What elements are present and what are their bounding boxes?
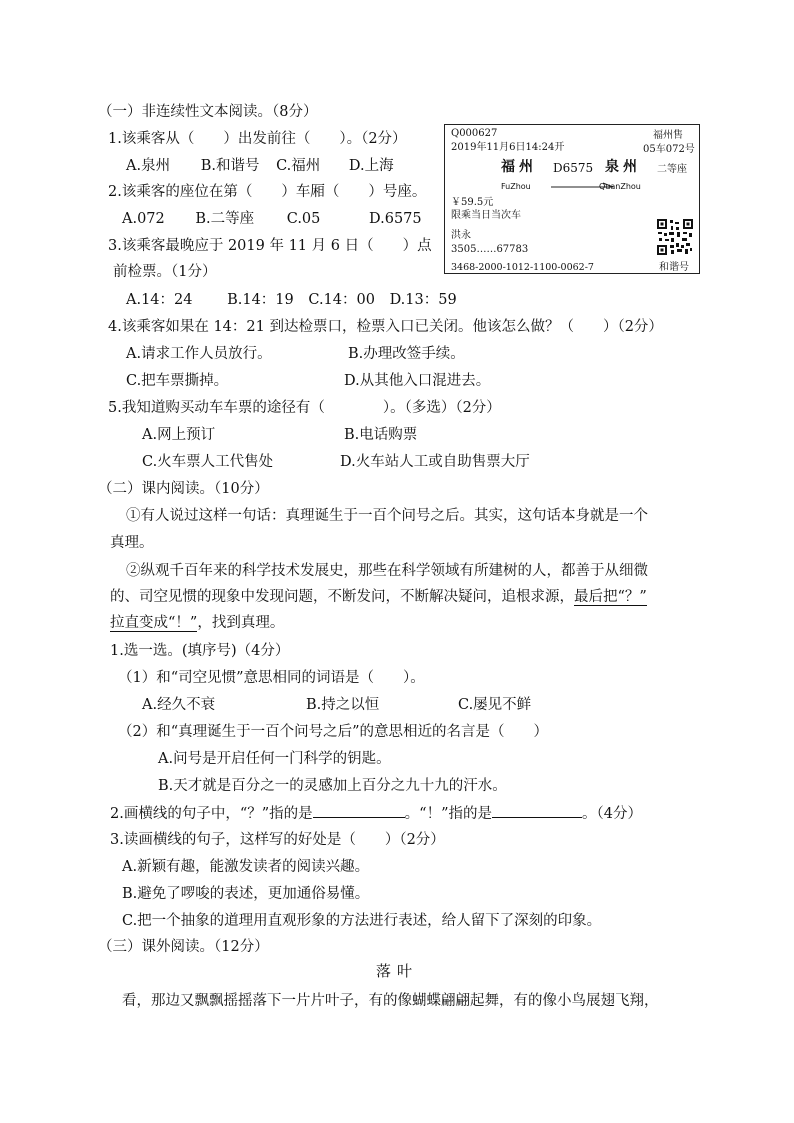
ticket-station-sold: 福州售 [653, 130, 683, 141]
article-para1: 看，那边又飘飘摇摇落下一片片叶子，有的像蝴蝶翩翩起舞，有的像小鸟展翅飞翔， [122, 993, 659, 1009]
ticket-to-pinyin: QuanZhou [599, 182, 641, 191]
q4-option-c[interactable]: C.把车票撕掉。 [126, 373, 229, 389]
ticket-price: ￥59.5元 [451, 197, 494, 208]
q3-option-c[interactable]: C.14：00 [308, 292, 375, 308]
q5-stem: 5.我知道购买动车车票的途径有（ ）。（多选）（2分） [108, 400, 501, 416]
answer-blank-question-mark[interactable] [313, 803, 405, 818]
ticket-from-pinyin: FuZhou [501, 182, 531, 191]
q2-option-a[interactable]: A.072 [122, 211, 165, 227]
q4-option-a[interactable]: A.请求工作人员放行。 [126, 346, 272, 362]
ticket-train: D6575 [553, 161, 594, 175]
s2-q2-part1: 2.画横线的句子中，“？”指的是 [110, 806, 313, 822]
q2-option-d[interactable]: D.6575 [369, 211, 422, 227]
q1-stem: 1.该乘客从（ ）出发前往（ ）。（2分） [108, 131, 407, 147]
q5-option-d[interactable]: D.火车站人工或自助售票大厅 [340, 454, 530, 470]
ticket-from: 福州 [501, 159, 537, 175]
underlined-sentence-part1: 最后把“？” [574, 589, 647, 605]
q1-option-d[interactable]: D.上海 [348, 158, 394, 174]
s2-q1-1-option-a[interactable]: A.经久不衰 [142, 697, 216, 713]
passage-para2-line3 [110, 613, 284, 633]
train-ticket [444, 124, 700, 274]
ticket-seat-class: 二等座 [657, 164, 687, 175]
q3-option-b[interactable]: B.14：19 [227, 292, 294, 308]
q2-option-c[interactable]: C.05 [286, 211, 321, 227]
ticket-note: 限乘当日当次车 [451, 210, 521, 221]
passage-para1-line2: 真理。 [110, 535, 154, 551]
ticket-barcode-number: 3468-2000-1012-1100-0062-7 [451, 262, 594, 273]
s2-q3-option-a[interactable]: A.新颖有趣，能激发读者的阅读兴趣。 [122, 859, 370, 875]
q5-option-a[interactable]: A.网上预订 [142, 427, 216, 443]
q2-option-b[interactable]: B.二等座 [195, 211, 255, 227]
q3-option-a[interactable]: A.14：24 [126, 292, 193, 308]
passage-para2-line2 [110, 587, 647, 607]
q4-stem: 4.该乘客如果在 14：21 到达检票口，检票入口已关闭。他该怎么做？（ ）（2分） [108, 319, 663, 335]
q3-stem-line1: 3.该乘客最晚应于 2019 年 11 月 6 日（ ）点 [108, 238, 432, 254]
article-title: 落叶 [375, 962, 418, 980]
ticket-brand: 和谐号 [659, 262, 689, 273]
passage-para1-line1: ①有人说过这样一句话：真理诞生于一百个问号之后。其实，这句话本身就是一个 [126, 508, 648, 524]
s2-q2-part2: 。“！”指的是 [404, 806, 492, 822]
s2-q1-2-stem: （2）和“真理诞生于一百个问号之后”的意思相近的名言是（ ） [118, 724, 549, 740]
q3-option-d[interactable]: D.13：59 [389, 292, 457, 308]
q1-option-b[interactable]: B.和谐号 [200, 158, 260, 174]
s2-q1-1-option-c[interactable]: C.屡见不鲜 [458, 697, 532, 713]
qr-code-icon [657, 219, 693, 255]
ticket-to: 泉州 [605, 159, 641, 175]
q1-option-a[interactable]: A.泉州 [126, 158, 171, 174]
s2-q2-part3: 。（4分） [582, 806, 642, 822]
q4-option-b[interactable]: B.办理改签手续。 [348, 346, 465, 362]
section2-heading: （二）课内阅读。（10分） [98, 481, 269, 497]
q5-option-b[interactable]: B.电话购票 [344, 427, 418, 443]
q1-options [126, 156, 394, 176]
ticket-id-number: 3505……67783 [451, 244, 529, 255]
s2-q1-1-option-b[interactable]: B.持之以恒 [306, 697, 380, 713]
ticket-car-seat: 05车072号 [643, 144, 695, 155]
q1-option-c[interactable]: C.福州 [276, 158, 321, 174]
q3-stem-line2: 前检票。（1分） [113, 264, 217, 280]
s2-q2-stem [110, 803, 642, 824]
passage-para2-end: ，找到真理。 [197, 615, 285, 631]
s2-q3-option-b[interactable]: B.避免了啰唆的表述，更加通俗易懂。 [122, 886, 370, 902]
q2-stem: 2.该乘客的座位在第（ ）车厢（ ）号座。 [108, 184, 427, 200]
answer-blank-exclamation-mark[interactable] [492, 803, 582, 818]
section3-heading: （三）课外阅读。（12分） [98, 939, 269, 955]
q2-options [122, 209, 422, 229]
q4-option-d[interactable]: D.从其他入口混进去。 [344, 373, 491, 389]
underlined-sentence-part2: 拉直变成“！” [110, 615, 198, 631]
s2-q1-1-stem: （1）和“司空见惯”意思相同的词语是（ ）。 [118, 670, 425, 686]
passage-para2-line1: ②纵观千百年来的科学技术发展史，那些在科学领域有所建树的人，都善于从细微 [126, 563, 648, 579]
ticket-passenger: 洪永 [451, 230, 471, 241]
passage-para2-text: 的、司空见惯的现象中发现问题，不断发问，不断解决疑问，追根求源， [110, 589, 574, 605]
s2-q1-stem: 1.选一选。(填序号)（4分） [110, 643, 290, 659]
s2-q1-2-option-a[interactable]: A.问号是开启任何一门科学的钥匙。 [158, 751, 391, 767]
s2-q3-stem: 3.读画横线的句子，这样写的好处是（ ）（2分） [110, 832, 445, 848]
q5-option-c[interactable]: C.火车票人工代售处 [142, 454, 274, 470]
s2-q1-2-option-b[interactable]: B.天才就是百分之一的灵感加上百分之九十九的汗水。 [158, 778, 507, 794]
s2-q3-option-c[interactable]: C.把一个抽象的道理用直观形象的方法进行表述，给人留下了深刻的印象。 [122, 913, 602, 929]
section1-heading: （一）非连续性文本阅读。（8分） [98, 104, 318, 120]
ticket-serial: Q000627 [451, 128, 498, 139]
q3-options [126, 290, 457, 310]
ticket-datetime: 2019年11月6日14:24开 [451, 142, 565, 153]
